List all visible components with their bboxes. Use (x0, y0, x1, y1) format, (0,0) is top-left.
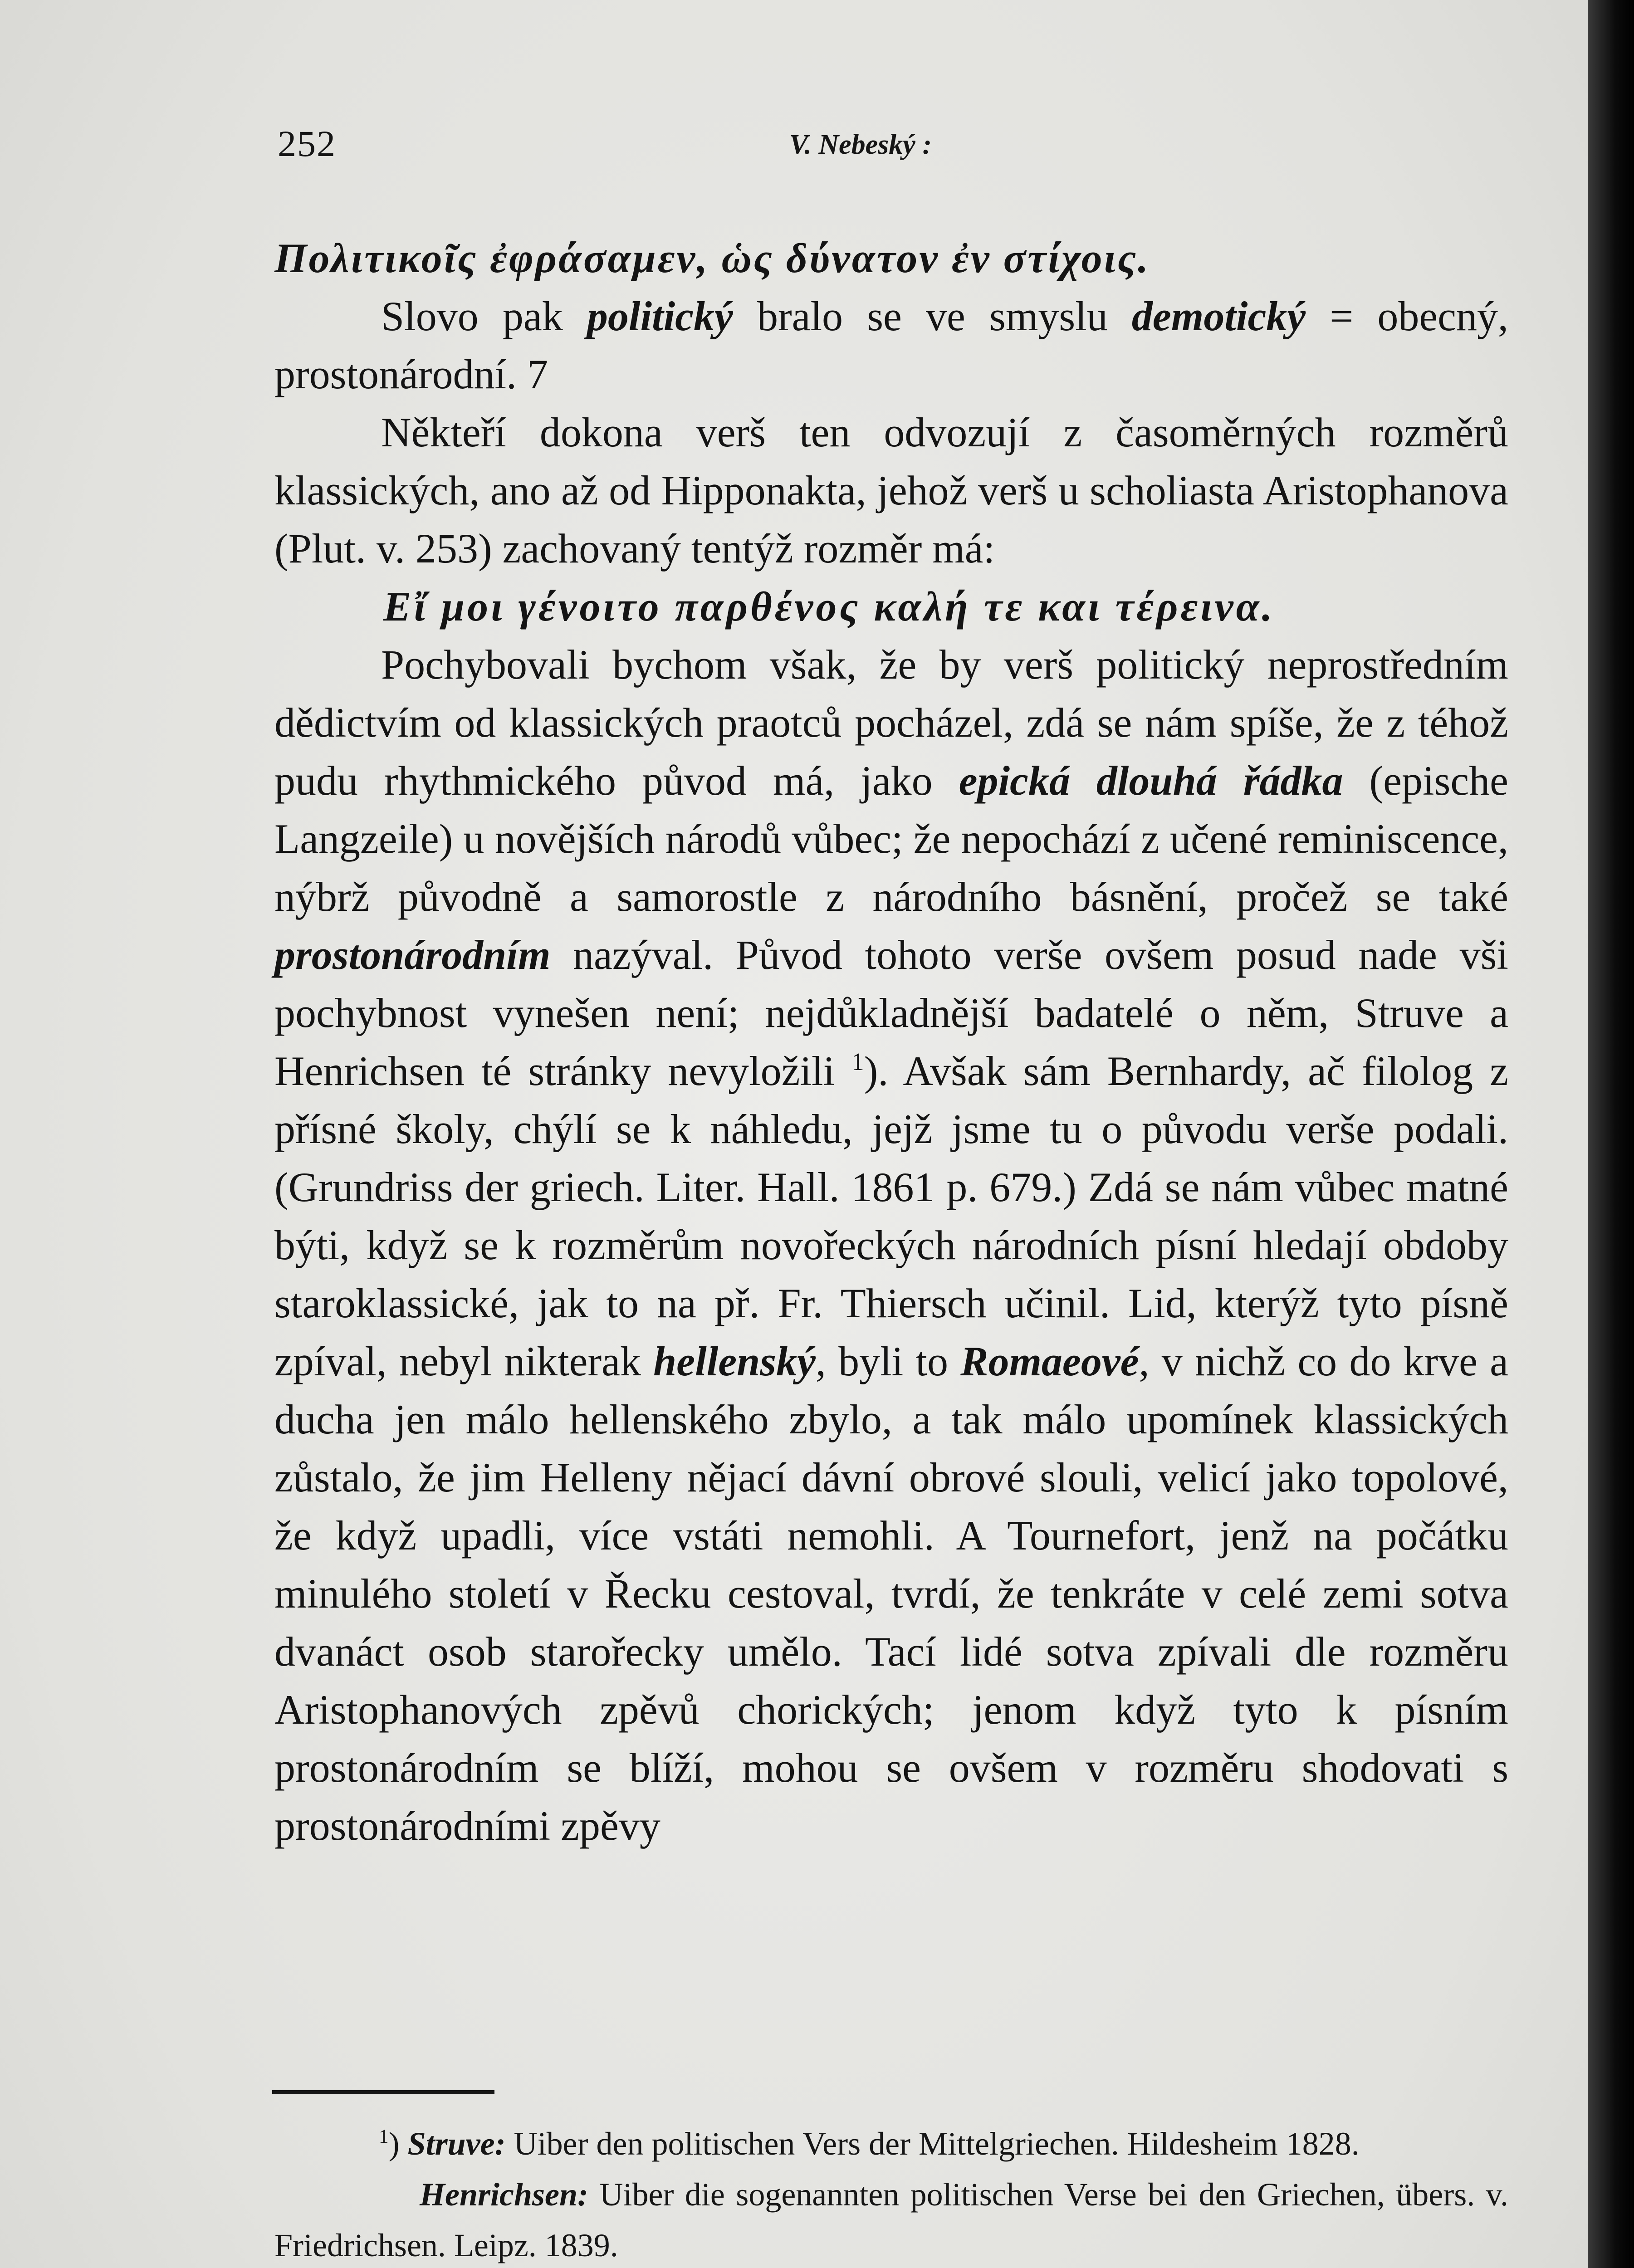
footnote-text: Uiber die sogenannten politischen Verse bei den Griechen, übers. v. Friedrichsen. Leipz. 1839. (274, 2176, 1508, 2263)
text-run: Slovo pak (381, 293, 587, 339)
term-prostonarodnim: prostonárodním (274, 932, 551, 978)
footnote-reference[interactable]: 1 (851, 1047, 864, 1075)
text-run: Pochybovali bychom však, že by verš politický neprostředním dědictvím od klassických praotců pocházel, zdá se nám spíše, že z téhož pudu rhythmického původ má, jako (274, 641, 1508, 804)
text-run: , v nichž co do krve a ducha jen málo hellenského zbylo, a tak málo upomínek klassických zůstalo, že jim Helleny nějací dávní obrové slouli, velicí jako topolové, že když upadli, více vstáti nemohli. A Tournefort, jenž na počátku minulého století v Řecku cestoval, tvrdí, že tenkráte v celé zemi sotva dvanáct osob starořecky umělo. Tací lidé sotva zpívali dle rozměru Aristophanových zpěvů chorických; jenom když tyto k písním prostonárodním se blíží, mohou se ovšem v rozměru shodovati s prostonárodními zpěvy (274, 1338, 1508, 1849)
page-number: 252 (278, 123, 336, 164)
greek-verse-1: Πολιτικοῖς ἐφράσαμεν, ὡς δύνατον ἐν στίχοις. (274, 235, 1150, 281)
paragraph-2: Někteří dokona verš ten odvozují z časoměrných rozměrů klassických, ano až od Hipponakta, jehož verš u scholiasta Aristophanova (Plut. v. 253) zachovaný tentýž rozměr má: (274, 409, 1508, 572)
text-run: (epische Langzeile) u novějších národů vůbec; že nepochází z učené reminiscence, nýbrž původně a samorostle z národního básnění, pročež se také (274, 758, 1508, 920)
footnote-divider (272, 2090, 494, 2094)
running-head: V. Nebeský : (789, 129, 932, 160)
text-run: bralo se ve smyslu (733, 293, 1132, 339)
text-run: = obecný, prostonárodní. 7 (274, 293, 1509, 397)
main-text (274, 229, 1508, 1855)
page-header (0, 122, 1588, 177)
text-run: nazýval. Původ tohoto verše ovšem posud nade vši pochybnost vynešen není; nejdůkladnější badatelé o něm, Struve a Henrichsen té stránky nevyložili (274, 932, 1508, 1094)
footnote-text: Uiber den politischen Vers der Mittelgriechen. Hildesheim 1828. (505, 2126, 1360, 2162)
footnote-author-henrichsen: Henrichsen: (420, 2176, 589, 2213)
term-romaeove: Romaeové (960, 1338, 1139, 1384)
footnote-1-continued (274, 2169, 1508, 2268)
paragraph-1 (274, 287, 1508, 403)
paragraph-3 (274, 635, 1508, 1855)
footnote-1: $^1$) Struve: Uiber den politischen Vers der Mittelgriechen. Hildesheim 1828. (379, 2126, 1360, 2162)
term-hellensky: hellenský (653, 1338, 816, 1384)
page-edge-shadow (1588, 0, 1634, 2268)
text-run: , byli to (815, 1338, 961, 1384)
footnote-marker: 1 (379, 2126, 389, 2148)
greek-verse-2: Εἴ μοι γένοιτο παρθένος καλή τε και τέρεινα. (383, 583, 1275, 630)
term-epicka-dlouha-radka: epická dlouhá řádka (959, 758, 1343, 804)
term-politicky: politický (587, 293, 733, 339)
footnotes (274, 2118, 1508, 2268)
footnote-author-struve: Struve: (407, 2126, 506, 2162)
term-demoticky: demotický (1131, 293, 1306, 339)
text-run: ). Avšak sám Bernhardy, ač filolog z přísné školy, chýlí se k náhledu, jejž jsme tu o původu verše podali. (Grundriss der griech. Liter. Hall. 1861 p. 679.) Zdá se nám vůbec matné býti, když se k rozměrům novořeckých národních písní hledají obdoby staroklassické, jak to na př. Fr. Thiersch učinil. Lid, kterýž tyto písně zpíval, nebyl nikterak (274, 1048, 1508, 1384)
